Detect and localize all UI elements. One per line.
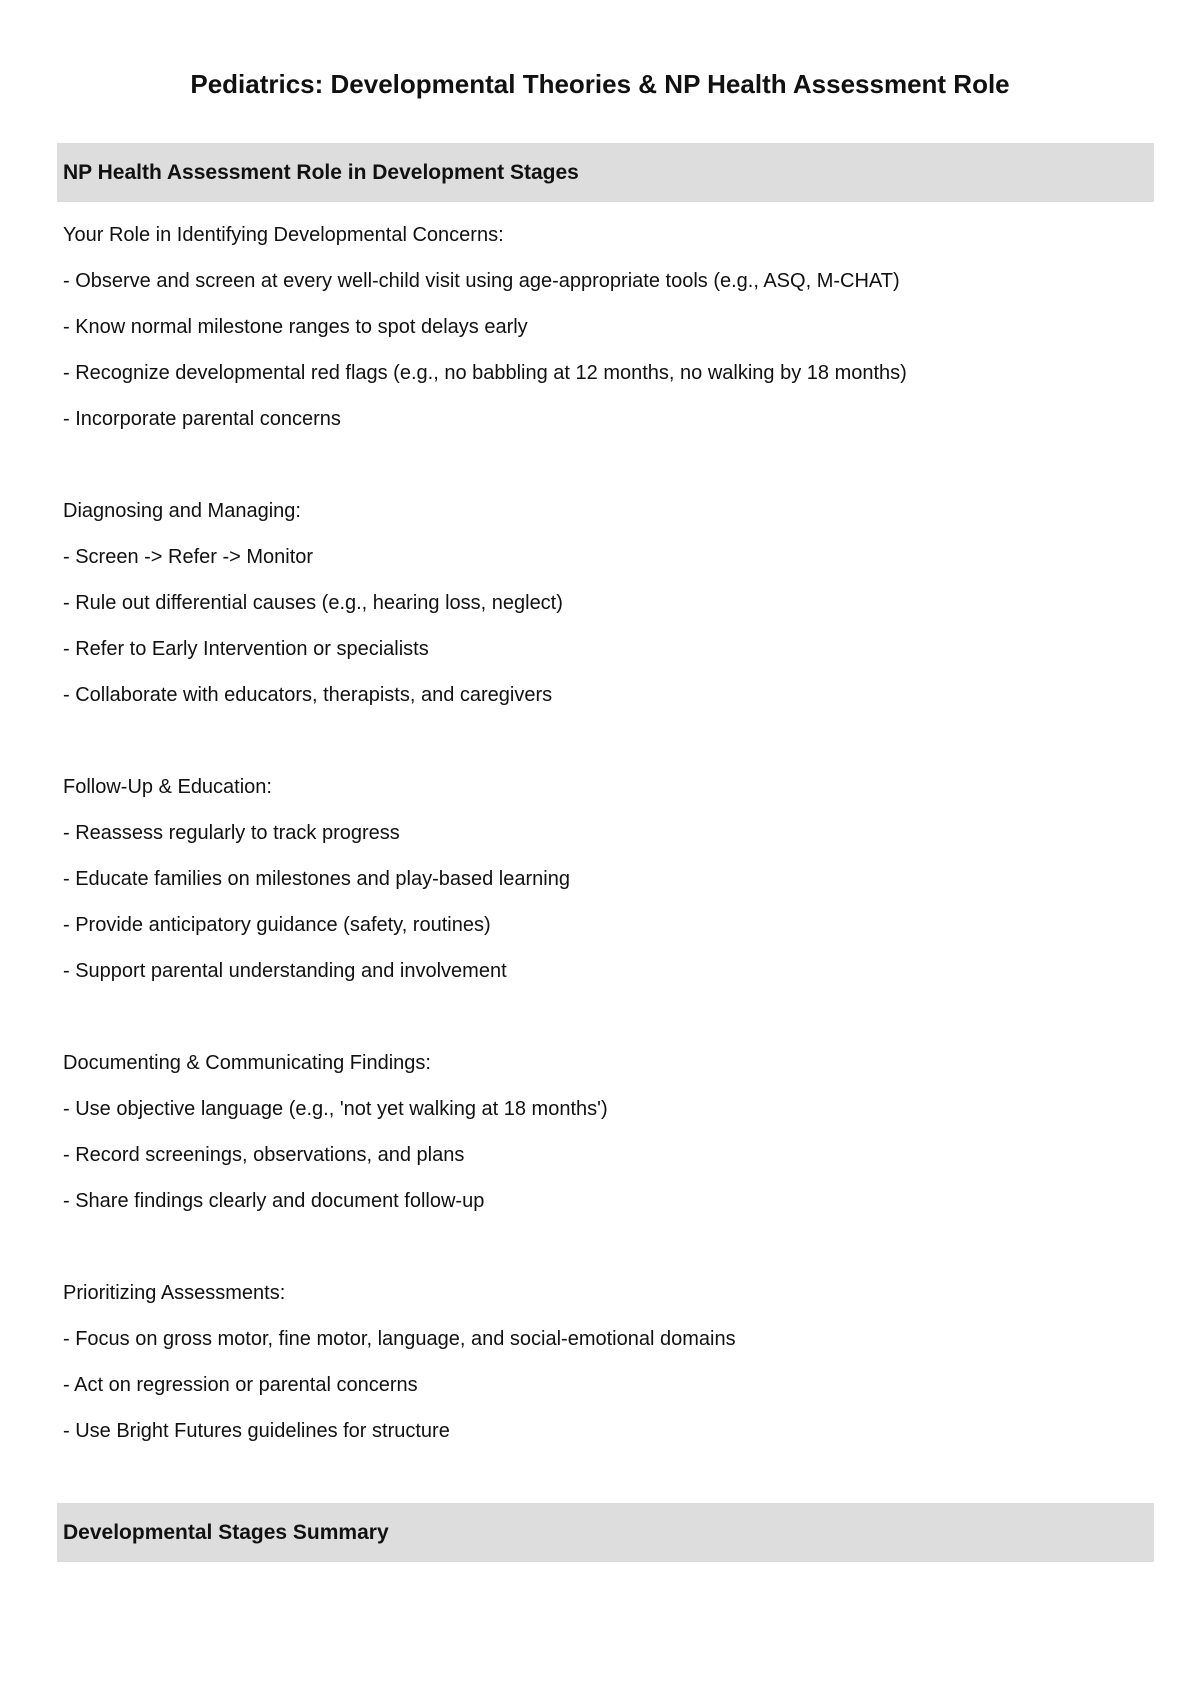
group-heading-identifying-concerns: Your Role in Identifying Developmental Concerns: — [63, 224, 504, 246]
list-item: - Refer to Early Intervention or specialists — [63, 638, 429, 660]
list-item: - Screen -> Refer -> Monitor — [63, 546, 314, 568]
group-spacer — [63, 1001, 1153, 1047]
group-heading-prioritizing-assessments: Prioritizing Assessments: — [63, 1282, 286, 1304]
list-item: - Share findings clearly and document follow-up — [63, 1190, 485, 1212]
list-item: - Reassess regularly to track progress — [63, 822, 400, 844]
list-item: - Act on regression or parental concerns — [63, 1374, 418, 1396]
list-item: - Rule out differential causes (e.g., hearing loss, neglect) — [63, 592, 563, 614]
section-heading-np-role: NP Health Assessment Role in Development Stages — [57, 143, 1154, 202]
list-item: - Recognize developmental red flags (e.g., no babbling at 12 months, no walking by 18 months) — [63, 362, 907, 384]
list-item: - Focus on gross motor, fine motor, language, and social-emotional domains — [63, 1328, 736, 1350]
list-item: - Collaborate with educators, therapists, and caregivers — [63, 684, 553, 706]
group-heading-follow-up-education: Follow-Up & Education: — [63, 776, 272, 798]
group-heading-diagnosing-managing: Diagnosing and Managing: — [63, 500, 301, 522]
group-spacer — [63, 725, 1153, 771]
list-item: - Record screenings, observations, and plans — [63, 1144, 465, 1166]
list-item: - Use objective language (e.g., 'not yet walking at 18 months') — [63, 1098, 608, 1120]
list-item: - Support parental understanding and involvement — [63, 960, 507, 982]
section-heading-stages-summary: Developmental Stages Summary — [57, 1503, 1154, 1562]
group-spacer — [63, 1231, 1153, 1277]
list-item: - Observe and screen at every well-child visit using age-appropriate tools (e.g., ASQ, M-CHAT) — [63, 270, 900, 292]
list-item: - Know normal milestone ranges to spot delays early — [63, 316, 528, 338]
list-item: - Provide anticipatory guidance (safety, routines) — [63, 914, 491, 936]
list-item: - Incorporate parental concerns — [63, 408, 341, 430]
list-item: - Educate families on milestones and play-based learning — [63, 868, 570, 890]
group-spacer — [63, 449, 1153, 495]
section-body-np-role — [63, 219, 1153, 1461]
group-heading-documenting-communicating: Documenting & Communicating Findings: — [63, 1052, 431, 1074]
document-title: Pediatrics: Developmental Theories & NP Health Assessment Role — [190, 69, 1010, 99]
list-item: - Use Bright Futures guidelines for structure — [63, 1420, 450, 1442]
